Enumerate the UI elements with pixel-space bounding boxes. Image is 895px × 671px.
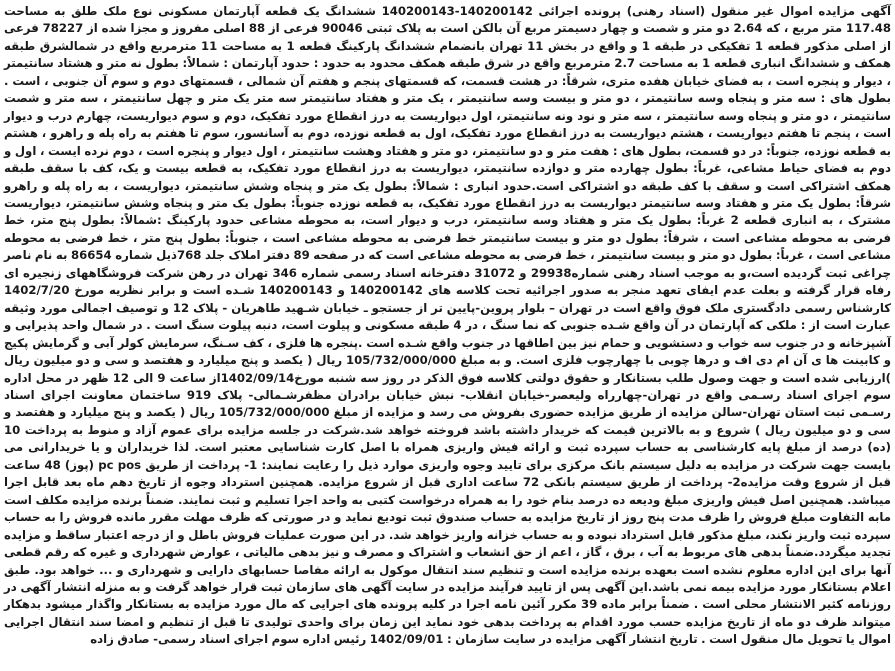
notice-body-text: آگهی مزایده اموال غیر منقول (اسناد رهنی) پرونده اجرائی 140200142-140200143 ششدانگ یک قطعه آپارتمان مسکونی نوع ملک طلق به مساحت 117.48 متر مربع ، که 2.64 دو متر و شصت و چهار دسیمتر مربع آن بالکن است به پلاک ثبتی 90046 فرعی از 88 اصلی مفروز و مجزا شده از 78227 فرعی از اصلی مذکور قطعه 1 تفکیکی در طبقه 1 و واقع در بخش 11 تهران بانضمام ششدانگ پارکینگ قطعه 1 به مساحت 11 مترمربع واقع در شمالشرق طبقه همکف و ششدانگ انباری قطعه 1 به مساحت 2.7 مترمربع واقع در شرق طبقه همکف محدود به حدود : حدود آپارتمان : شمالاً: بطول نه متر و هشتاد سانتیمتر ، دیوار و پنجره است ، به فضای خیابان هفده متری، شرقاً: در هشت قسمت، که قسمتهای پنجم و هفتم آن شمالی ، قسمتهای دوم و سوم آن جنوبی ، است . بطول های : سه متر و پنجاه وسه سانتیمتر ، دو متر و بیست وسه سانتیمتر ، یک متر و هفتاد سانتیمتر سه متر یک متر و چهل سانتیمتر ، سه متر و شصت سانتیمتر ، دو متر و پنجاه وسه سانتیمتر ، سه متر و نود ونه سانتیمتر، اول دیواریست به درز انقطاع مورد تفکیک، دوم و سوم دیواریست، چهارم درب و دیوار است ، پنجم تا هفتم دیواریست ، هشتم دیواریست به درز انقطاع مورد تفکیک، اول به قطعه نوزده، دوم به آسانسور، سوم تا هفتم به راه پله و راهرو ، هشتم به قطعه نوزده، جنوباً: در دو قسمت، بطول های : هفت متر و دو سانتیمتر، دو متر و هفتاد وهشت سانتیمتر ، اول دیوار و پنجره است ، دوم نرده ایست ، اول و دوم به فضای حیاط مشاعی، غرباً: بطول چهارده متر و دوازده سانتیمتر، دیواریست به درز انقطاع مورد تفکیک، به قطعه بیست و یک، کف با سقف طبقه همکف اشتراکی است و سقف با کف طبقه دو اشتراکی است.حدود انباری : شمالاً: بطول یک متر و پنجاه وشش سانتیمتر، دیواریست ، به راه پله و راهرو شرقاً: بطول یک متر و هفتاد وسه سانتیمتر دیواریست به درز انقطاع مورد تفکیک، به قطعه نوزده جنوباً: بطول یک متر و پنجاه وشش سانتیمتر، دیواریست مشترک ، به انباری قطعه 2 غرباً: بطول یک متر و هفتاد وسه سانتیمتر، درب و دیوار است، به محوطه مشاعی حدود پارکینگ :شمالاً: بطول پنج متر، خط فرضی به محوطه مشاعی است ، شرقاً: بطول دو متر و بیست سانتیمتر خط فرضی به محوطه مشاعی است ، جنوباً: بطول پنج متر ، خط فرضی به محوطه مشاعی است ، غرباً: بطول دو متر و بیست سانتیمتر ، خط فرضی به محوطه مشاعی است که در صفحه 89 دفتر املاک جلد 768ذیل شماره 86654 به نام ناصر چراغی ثبت گردیده است،و به موجب اسناد رهنی شماره29938 و 31072 دفترخانه اسناد رسمی شماره 346 تهران در رهن شرکت فروشگاههای زنجیره ای رفاه قرار گرفته و بعلت عدم ایفای تعهد منجر به صدور اجرائیه تحت کلاسه های 140200142 و 140200143 شـده است و برابر نظریه مورخ 1402/7/20 کارشناس رسمی دادگستری ملک فوق واقع است در تهران – بلوار پروین-پایین تر از جستجو ـ خیابان شـهید طاهریان - پلاک 12 و توصیف اجمالی مورد وثیقه عبارت است از : ملکی که آپارتمان در آن واقع شـده جنوبی که نما سنگ ، در 4 طبقه مسکونی و پیلوت است، دنبه پیلوت سنگ است . در شمال واحد پذیرایی و آشپزخانه و در جنوب سه خواب و دستشویی و حمام نیز بین اطاقها در جنوب واقع شـده است .پنجره ها فلزی ، کف سـنگ، سرمایش کولر آبی و گرمایش پکیج و کابینت ها ی آن ام دی اف و درها چوبی با چهارچوب فلزی است. و به مبلغ 105/732/000/000 ریال ( یکصد و پنج میلیارد و هفتصد و سی و دو میلیون ریال )ارزیابی شده است و جهت وصول طلب بستانکار و حقوق دولتی کلاسه فوق الذکر در روز سه شنبه مورخ1402/09/14از ساعت 9 الی 12 ظهر در محل اداره سوم اجرای اسناد رسـمی واقع در تهران-چهارراه ولیعصر-خیابان انقلاب- نبش خیابان برادران مظفرشـمالی- پلاک 919 ساختمان معاونت اجرای اسناد رسـمی ثبت استان تهران-سالن مزایده از طریق مزایده حضوری بفروش می رسد و مزایده از مبلغ 105/732/000/000 ریال ( یکصد و پنج میلیارد و هفتصد و سی و دو میلیون ریال ) شروع و به بالاترین قیمت که خریدار داشته باشد فروخته خواهد شد.شرکت در جلسه مزایده برای عموم آزاد و منوط به پرداخت 10 (ده) درصد از مبلغ پایه کارشناسی به حساب سپرده ثبت و ارائه فیش واریزی همراه با اصل کارت شناسایی معتبر است. لذا خریداران و یا خریدارانی می بایست جهت شرکت در مزایده به دلیل سیستم بانک مرکزی برای تایید وجوه واریزی موارد ذیل را رعایت نمایند: 1- پرداخت از طریق pc pos (پوز) 48 ساعت قبل از شروع وقت مزایده2- پرداخت از طریق سیستم بانکی 72 ساعت اداری قبل از شروع مزایده. همچنین استرداد وجوه از تاریخ دهم ماه بعد قابل اجرا میباشد. همچنین اصل فیش واریزی مبلغ ودیعه ده درصد بنام خود را به همراه درخواست کتبی به واحد اجرا تسلیم و ثبت نمایند. ضمناً برنده مزایده مکلف است مابه التفاوت مبلغ فروش را ظرف مدت پنج روز از تاریخ مزایده به حساب صندوق ثبت تودیع نماید و در صورتی که ظرف مهلت مقرر مانده فروش را به حساب سپرده ثبت واریز نکند، مبلغ مذکور قابل استرداد نبوده و به حساب خزانه واریز خواهد شد. در این صورت عملیات فروش باطل و از درجه اعتبار ساقط و مزایده تجدید میگردد.ضمناً بدهی های مربوط به آب ، برق ، گاز ، اعم از حق انشعاب و اشتراک و مصرف و نیز بدهی مالیاتی ، عوارض شهرداری و غیره که رقم قطعی آنها برای این اداره معلوم نشده است بعهده برنده مزایده است و تنظیم سند انتقال موکول به ارائه مفاصا حسابهای دارایی و شهرداری و ... خواهد بود. طبق اعلام بستانکار مورد مزایده بیمه نمی باشد.این آگهی پس از تایید فرآیند مزایده در سایت آگهی های سازمان ثبت قرار خواهد گرفت و به منزله انتشار آگهی در روزنامه کثیر الانتشار محلی است . ضمناً برابر ماده 39 مکرر آئین نامه اجرا در کلیه پرونده های اجرایی که مال مورد مزایده به بستانکار واگذار میشود بدهکار میتواند ظرف دو ماه از تاریخ مزایده حسب مورد اقدام به پرداخت بدهی خود نماید این زمان برای واحدی تولیدی تا قبل از تنظیم و امضا سند انتقال اجرایی اموال یا تحویل مال منقول است . تاریخ انتشار آگهی مزایده در سایت سازمان : 1402/09/01 رئیس اداره سوم اجرای اسناد رسمی- صادق زاده: [4, 4, 892, 647]
